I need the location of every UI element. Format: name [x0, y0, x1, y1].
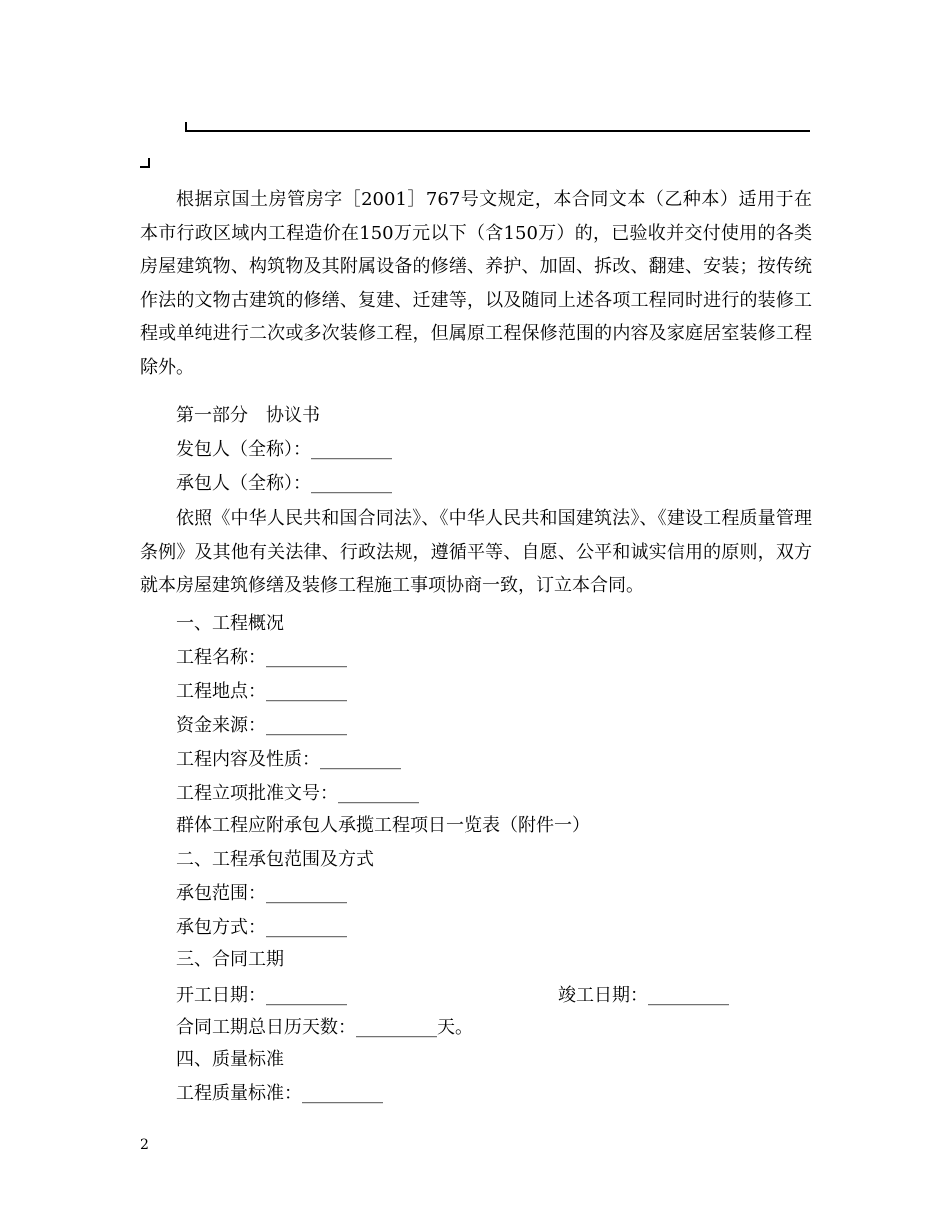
employer-line: 发包人（全称）：_________ [176, 439, 392, 460]
page-number: 2 [140, 1137, 149, 1153]
basis-section [140, 502, 812, 603]
method-line: 承包方式：_________ [176, 917, 347, 938]
part-one-heading: 第一部分 协议书 [176, 405, 320, 426]
start-date-line: 开工日期：_________ [176, 985, 347, 1006]
section1-heading: 一、工程概况 [176, 613, 284, 634]
intro-section [140, 183, 812, 385]
project-content-line: 工程内容及性质：_________ [176, 749, 401, 770]
basis-paragraph: 依照《中华人民共和国合同法》、《中华人民共和国建筑法》、《建设工程质量管理条例》及其他有关法律、行政法规，遵循平等、自愿、公平和诚实信用的原则，双方就本房屋建筑修缮及装修工程施工事项协商一致，订立本合同。 [140, 508, 812, 597]
section2-heading: 二、工程承包范围及方式 [176, 849, 374, 870]
total-days-line: 合同工期总日历天数：_________天。 [176, 1017, 473, 1038]
bracket-corner-mark [140, 158, 150, 168]
project-name-line: 工程名称：_________ [176, 647, 347, 668]
section3-heading: 三、合同工期 [176, 949, 284, 970]
approval-number-line: 工程立项批准文号：_________ [176, 783, 419, 804]
quality-standard-line: 工程质量标准：_________ [176, 1083, 383, 1104]
top-bracket-rule [185, 122, 810, 132]
intro-paragraph: 根据京国土房管房字［2001］767号文规定，本合同文本（乙种本）适用于在本市行政区域内工程造价在150万元以下（含150万）的，已验收并交付使用的各类房屋建筑物、构筑物及其附属设备的修缮、养护、加固、拆改、翻建、安装；按传统作法的文物古建筑的修缮、复建、迁建等，以及随同上述各项工程同时进行的装修工程或单纯进行二次或多次装修工程，但属原工程保修范围的内容及家庭居室装修工程除外。 [140, 189, 812, 378]
completion-date-line: 竣工日期：_________ [558, 985, 729, 1006]
funding-source-line: 资金来源：_________ [176, 715, 347, 736]
scope-line: 承包范围：_________ [176, 883, 347, 904]
group-project-line: 群体工程应附承包人承揽工程项日一览表（附件一） [176, 815, 590, 836]
section4-heading: 四、质量标准 [176, 1049, 284, 1070]
contractor-line: 承包人（全称）：_________ [176, 473, 392, 494]
project-location-line: 工程地点：_________ [176, 681, 347, 702]
